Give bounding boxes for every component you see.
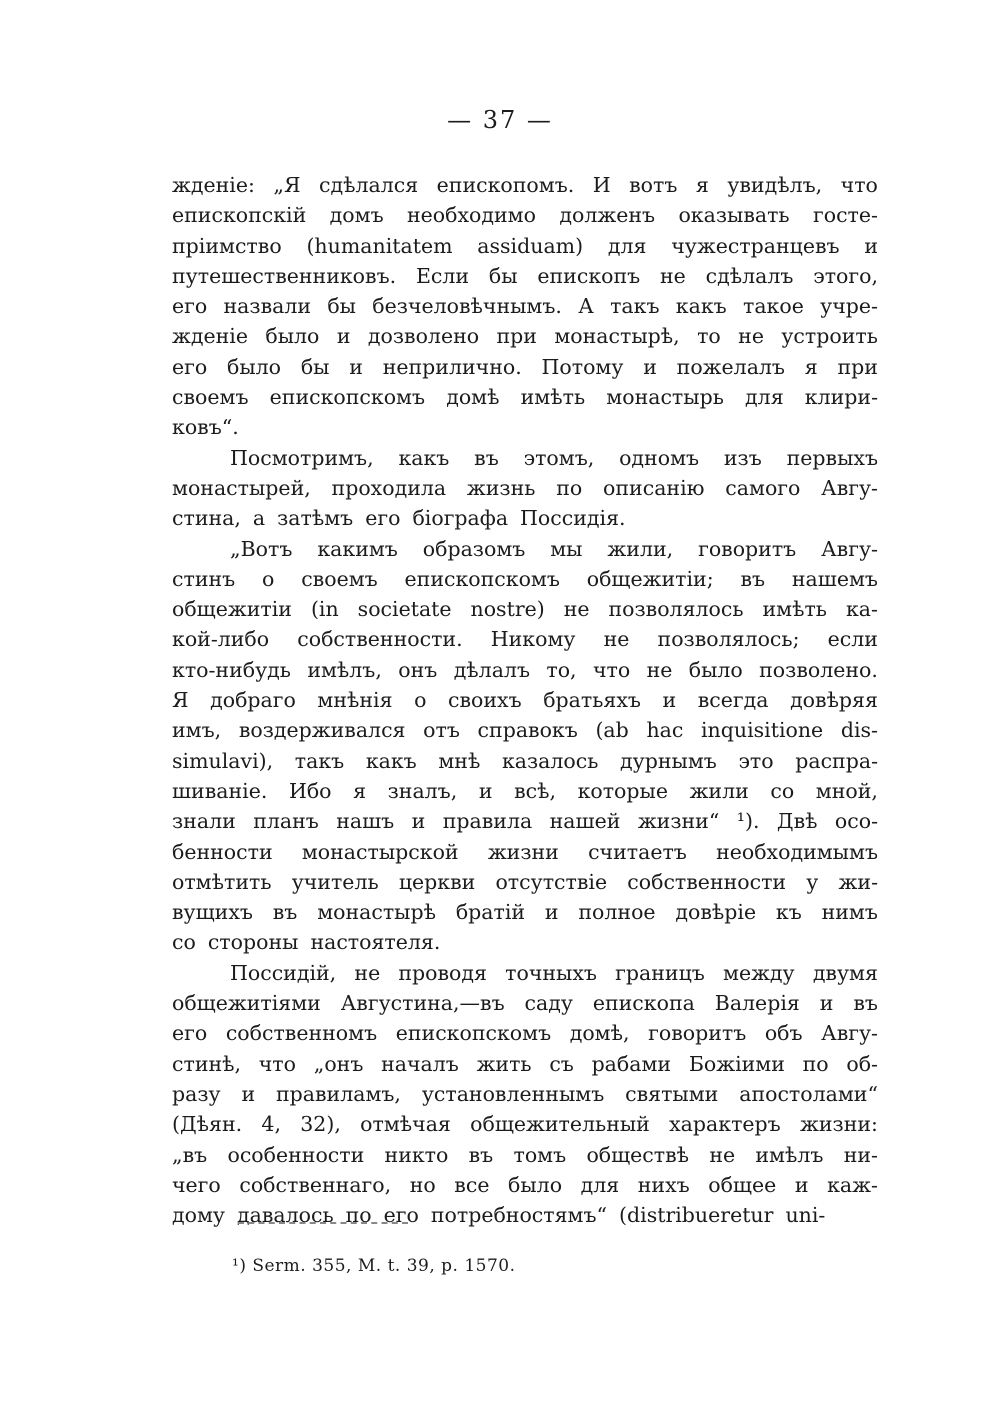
text-line: пріимство (humanitatem assiduam) для чужестранцевъ и (172, 233, 878, 258)
text-line: епископскій домъ необходимо долженъ оказывать госте- (172, 203, 878, 228)
text-line: своемъ епископскомъ домѣ имѣть монастырь для клири- (172, 385, 878, 410)
text-line: Я добраго мнѣнія о своихъ братьяхъ и всегда довѣряя (172, 688, 878, 713)
text-line: „въ особенности никто въ томъ обществѣ не имѣлъ ни- (172, 1142, 878, 1167)
text-line: ковъ“. (172, 415, 239, 440)
text-line: жденіе было и дозволено при монастырѣ, то не устроить (172, 324, 878, 349)
text-line: монастырей, проходила жизнь по описанію самого Авгу- (172, 475, 878, 500)
text-line: кой-либо собственности. Никому не позволялось; если (172, 627, 878, 652)
text-line: путешественниковъ. Если бы епископъ не сдѣлалъ этого, (172, 263, 878, 288)
text-line: знали планъ нашъ и правила нашей жизни“ ¹). Двѣ осо- (172, 809, 878, 834)
text-line: Поссидій, не проводя точныхъ границъ между двумя (230, 960, 878, 985)
text-line: чего собственнаго, но все было для нихъ общее и каж- (172, 1172, 878, 1197)
text-line: его было бы и неприлично. Потому и пожелалъ я при (172, 354, 878, 379)
paragraph (172, 170, 878, 443)
text-line: стина, а затѣмъ его біографа Поссидія. (172, 506, 626, 531)
text-line: общежитіи (in societate nostre) не позволялось имѣть ка- (172, 597, 878, 622)
text-line: simulavi), такъ какъ мнѣ казалось дурнымъ это распра- (172, 748, 878, 773)
text-line: имъ, воздерживался отъ справокъ (ab hac inquisitione dis- (172, 718, 878, 743)
paragraph (172, 443, 878, 534)
text-line: (Дѣян. 4, 32), отмѣчая общежительный характеръ жизни: (172, 1112, 878, 1137)
text-line: со стороны настоятеля. (172, 930, 441, 955)
text-line: „Вотъ какимъ образомъ мы жили, говоритъ Авгу- (230, 536, 878, 561)
footnote: ¹) Serm. 355, M. t. 39, p. 1570. (232, 1256, 516, 1276)
text-line: его собственномъ епископскомъ домѣ, говоритъ объ Авгу- (172, 1021, 878, 1046)
text-line: кто-нибудь имѣлъ, онъ дѣлалъ то, что не было позволено. (172, 657, 878, 682)
paragraph (172, 534, 878, 958)
text-line: шиваніе. Ибо я зналъ, и всѣ, которые жили со мной, (172, 778, 878, 803)
text-line: отмѣтить учитель церкви отсутствіе собственности у жи- (172, 869, 878, 894)
body-text (172, 170, 878, 1230)
text-line: стинъ о своемъ епископскомъ общежитіи; въ нашемъ (172, 566, 878, 591)
text-line: разу и правиламъ, установленнымъ святыми апостолами“ (172, 1081, 878, 1106)
text-line: Посмотримъ, какъ въ этомъ, одномъ изъ первыхъ (230, 445, 878, 470)
paragraph (172, 958, 878, 1231)
text-line: вущихъ въ монастырѣ братій и полное довѣріе къ нимъ (172, 900, 878, 925)
text-line: дому давалось по его потребностямъ“ (distribueretur uni- (172, 1203, 826, 1228)
text-line: жденіе: „Я сдѣлался епископомъ. И вотъ я увидѣлъ, что (172, 173, 878, 197)
footnote-rule (238, 1222, 408, 1224)
text-line: бенности монастырской жизни считаетъ необходимымъ (172, 839, 878, 864)
text-line: стинѣ, что „онъ началъ жить съ рабами Божіими по об- (172, 1051, 878, 1076)
page-number: — 37 — (447, 106, 553, 134)
text-line: общежитіями Августина,—въ саду епископа Валерія и въ (172, 991, 878, 1016)
text-line: его назвали бы безчеловѣчнымъ. А такъ какъ такое учре- (172, 294, 878, 319)
